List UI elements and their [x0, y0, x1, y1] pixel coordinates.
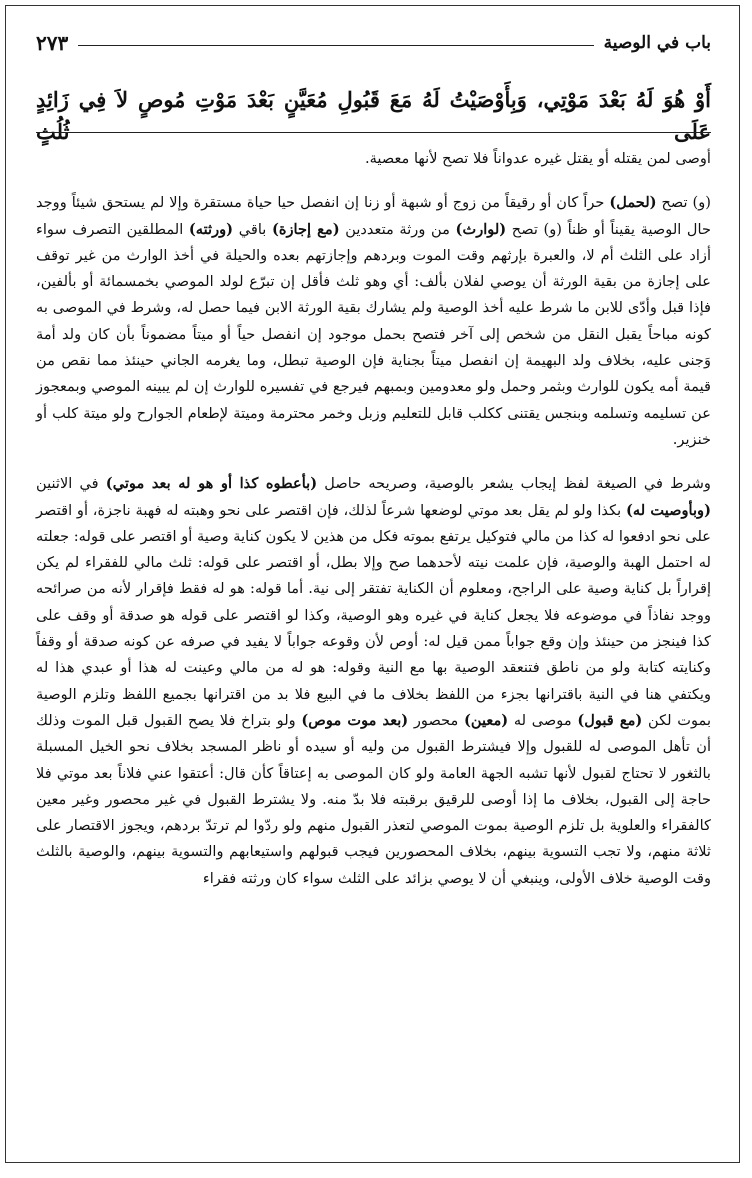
text-run: في الاثنين: [36, 475, 106, 493]
text-run: المطلقين التصرف سواء أزاد على الثلث أم لا، والعبرة بإرثهم وقت الموت وبردهم وإجازتهم بعده والحيلة في أخذ الوارث من غير توقف على إجازة من بقية الورثة أن يوصي لفلان بألف: أي وهو ثلث فأقل إن تبرّع لولد الموصي بخمسمائة أو بألفين، فإذا قبل وأدّى للابن ما شرط عليه أخذ الوصية ولم يشارك بقية الورثة الابن فيما حصل له، وشرط في الموصى به كونه مباحاً يقبل النقل من شخص إلى آخر فتصح بحمل موجود إن انفصل حياً أو ميتاً مضموناً بأن كان ولد أمة وَجنى عليه، بخلاف ولد البهيمة إن انفصل ميتاً بجناية فإن الوصية تبطل، وما يغرمه الجاني حينئذ مما نقص من قيمة أمه يكون للوارث وبثمر وحمل ولو معدومين وبمبهم فيرجع في تفسيره للوارث إن لم يبينه الموصي وبمعجوز عن تسليمه وتسلمه وبنجس يقتنى ككلب قابل للتعليم وزبل وخمر محترمة وميتة لإطعام الجوارح ولو ميتة كلب أو خنزير.: [36, 220, 711, 448]
commentary-body: [36, 146, 711, 892]
text-run: وشرط في الصيغة لفظ إيجاب يشعر بالوصية، وصريحه حاصل: [317, 475, 711, 493]
page-number: ٢٧٣: [36, 31, 69, 55]
bold-term: (مع قبول): [577, 711, 643, 729]
matn-divider: [36, 132, 711, 133]
text-run: حراً كان أو رقيقاً من زوج أو شبهة أو زنا إن انفصل حيا حياة مستقرة وإلا لم يستحق شيئاً ووجد حال الوصية يقيناً أو ظناً (و) تصح: [36, 194, 711, 238]
bold-term: (مع إجازة): [271, 220, 340, 238]
bold-term: (ورثته): [188, 220, 234, 238]
text-run: موصى له: [508, 711, 578, 729]
text-run: محصور: [408, 711, 464, 729]
bold-term: (لحمل): [609, 194, 657, 212]
running-header: [36, 28, 711, 58]
text-run: أوصى لمن يقتله أو يقتل غيره عدواناً فلا تصح لأنها معصية.: [364, 150, 711, 167]
matn-line: أَوْ هُوَ لَهُ بَعْدَ مَوْتِي، وَبِأَوْصَيْتُ لَهُ مَعَ قَبُولِ مُعَيَّنٍ بَعْدَ مَوْتِ مُوصٍ لاَ فِي زَائِدٍ عَلَى ثُلُثٍ: [36, 87, 711, 144]
text-run: من ورثة متعددين: [339, 220, 456, 238]
bold-term: (معين): [464, 711, 509, 729]
book-page: [5, 5, 740, 1163]
bold-term: (بأعطوه كذا أو هو له بعد موتي): [105, 475, 318, 493]
text-run: باقي: [233, 220, 272, 238]
bold-term: (لوارث): [455, 220, 507, 238]
text-run: (و) تصح: [656, 194, 711, 212]
header-rule: [78, 45, 593, 46]
bold-term: (وبأوصيت له): [625, 501, 711, 519]
bold-term: (بعد موت موص): [301, 711, 409, 729]
text-run: بكذا ولو لم يقل بعد موتي لوضعها شرعاً لذلك، فإن اقتصر على نحو وهبته له فهبة ناجزة، أو اقتصر على نحو ادفعوا له كذا من مالي فتوكيل يرتفع بموته فكل من هذين لا يكون كناية وصية أو اقتصر على قوله: جعلته له احتمل الهبة والوصية، فإن علمت نيته لأحدهما صح وإلا بطل، أو اقتصر على قوله: ثلث مالي للفقراء لم يكن إقراراً بل كناية وصية على الراجح، ومعلوم أن الكناية تفتقر إلى نية. أما قوله: هو له فقط فإقرار لأنه من صرائحه ووجد نفاذاً في موضوعه فلا يجعل كناية في غيره وهو الوصية، وكذا لو اقتصر على قوله هو صدقة أو وقف على كذا فينجز من حينئذ وإن وقع جواباً ممن قيل له: أوص لأن وقوعه جواباً لا يفيد في صرفه عن كونه صدقة أو وقفاً وكنايته كتابة ولو من ناطق فتنعقد الوصية بها مع النية وقوله: هو له من مالي وعينت له هذا أو عبدي هذا له ويكتفي هنا في النية باقترانها بجزء من اللفظ بخلاف ما في البيع فلا بد من اقترانها بجميع اللفظ وتلزم الوصية بموت لكن: [36, 501, 712, 729]
commentary-paragraph: [36, 471, 711, 892]
commentary-paragraph: [36, 146, 711, 172]
commentary-paragraph: [36, 190, 711, 453]
chapter-title: باب في الوصية: [603, 33, 711, 53]
text-run: ولو بتراخ فلا يصح القبول قبل الموت وذلك أن تأهل الموصى له للقبول وإلا فيشترط القبول من وليه أو سيده أو ناظر المسجد بخلاف نحو الخيل المسبلة بالثغور لا تحتاج لقبول لأنها تشبه الجهة العامة ولو كان الموصى به إعتاقاً كأن قال: أعتقوا عني فلاناً بعد موتي فلا حاجة إلى القبول، بخلاف ما إذا أوصى للرقيق برقبته فلا بدّ منه. ولا يشترط القبول في غير محصور وغير معين كالفقراء والعلوية بل تلزم الوصية بموت الموصي لتعذر القبول منهم ولو ردّوا لم ترتدّ بردهم، ويجوز الاقتصار على ثلاثة منهم، ولا تجب التسوية بينهم، بخلاف المحصورين فيجب قبولهم واستيعابهم والتسوية بينهم، والوصية بالثلث وقت الوصية خلاف الأولى، وينبغي أن لا يوصي بزائد على الثلث سواء كان ورثته فقراء: [36, 711, 711, 887]
